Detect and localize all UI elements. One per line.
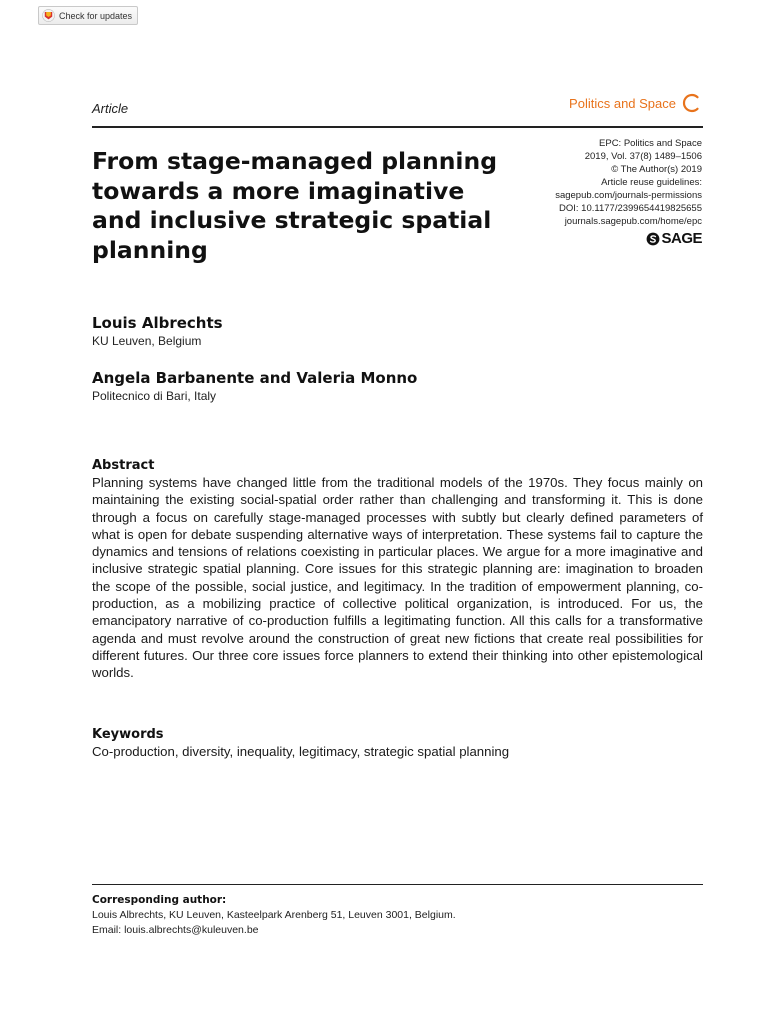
- keywords-section: [92, 726, 703, 760]
- sage-s-circle-icon: [646, 232, 660, 246]
- journal-c-logo-icon: [680, 92, 702, 114]
- author-affiliation: Politecnico di Bari, Italy: [92, 389, 217, 403]
- volume-info: 2019, Vol. 37(8) 1489–1506: [584, 151, 702, 162]
- sage-logo: [646, 230, 702, 247]
- copyright-line: © The Author(s) 2019: [611, 164, 702, 175]
- journal-home-link[interactable]: journals.sagepub.com/home/epc: [564, 216, 702, 227]
- keywords-list: Co-production, diversity, inequality, legitimacy, strategic spatial planning: [92, 744, 510, 759]
- journal-name: EPC: Politics and Space: [599, 138, 702, 149]
- author-block-1: [92, 314, 223, 349]
- abstract-text: Planning systems have changed little from the traditional models of the 1970s. They focus mainly on maintaining the existing social-spatial order rather than challenging and transforming it. This is done through a focus on carefully stage-managed processes with subtly but clearly defined parameters of what is open for debate suspending alternative ways of interpretation. These systems fail to capture the dynamics and tensions of relations coexisting in particular places. We argue for a more imaginative and inclusive strategic spatial planning. Core issues for this strategic planning are: imagination to broaden the scope of the possible, social justice, and legitimacy. In the tradition of empowerment planning, co-production, as a mobilizing practice of collective political organization, is introduced. For us, the emancipatory narrative of co-production fulfills a legitimating function. All this calls for a transformative agenda and must revolve around the construction of great new fictions that create real possibilities for different futures. Our three core issues force planners to extend their thinking into other epistemological worlds.: [92, 475, 703, 681]
- publication-metadata: [555, 137, 702, 228]
- corresponding-author-heading: Corresponding author:: [92, 894, 227, 906]
- check-for-updates-label: Check for updates: [59, 10, 133, 21]
- author-name: Louis Albrechts: [92, 314, 223, 332]
- author-block-2: [92, 369, 417, 404]
- sage-wordmark: SAGE: [661, 230, 702, 247]
- keywords-heading: Keywords: [92, 727, 164, 742]
- corresponding-author-email[interactable]: Email: louis.albrechts@kuleuven.be: [92, 924, 259, 936]
- corresponding-author-section: [92, 893, 703, 938]
- author-affiliation: KU Leuven, Belgium: [92, 334, 202, 348]
- footnote-divider: [92, 884, 703, 885]
- crossmark-icon: [42, 9, 55, 22]
- header-divider: [92, 126, 703, 128]
- abstract-section: [92, 457, 703, 682]
- author-name: Angela Barbanente and Valeria Monno: [92, 369, 418, 387]
- check-for-updates-button[interactable]: [38, 6, 138, 25]
- article-type-label: Article: [92, 101, 129, 116]
- corresponding-author-address: Louis Albrechts, KU Leuven, Kasteelpark Arenberg 51, Leuven 3001, Belgium.: [92, 909, 456, 921]
- journal-brand: [569, 92, 702, 114]
- abstract-heading: Abstract: [92, 458, 155, 473]
- reuse-guidelines-label: Article reuse guidelines:: [601, 177, 702, 188]
- reuse-guidelines-link[interactable]: sagepub.com/journals-permissions: [555, 190, 702, 201]
- journal-brand-name: Politics and Space: [569, 95, 676, 111]
- article-title: From stage-managed planning towards a more imaginative and inclusive strategic spatial planning: [92, 147, 498, 264]
- doi-line[interactable]: DOI: 10.1177/2399654419825655: [559, 203, 702, 214]
